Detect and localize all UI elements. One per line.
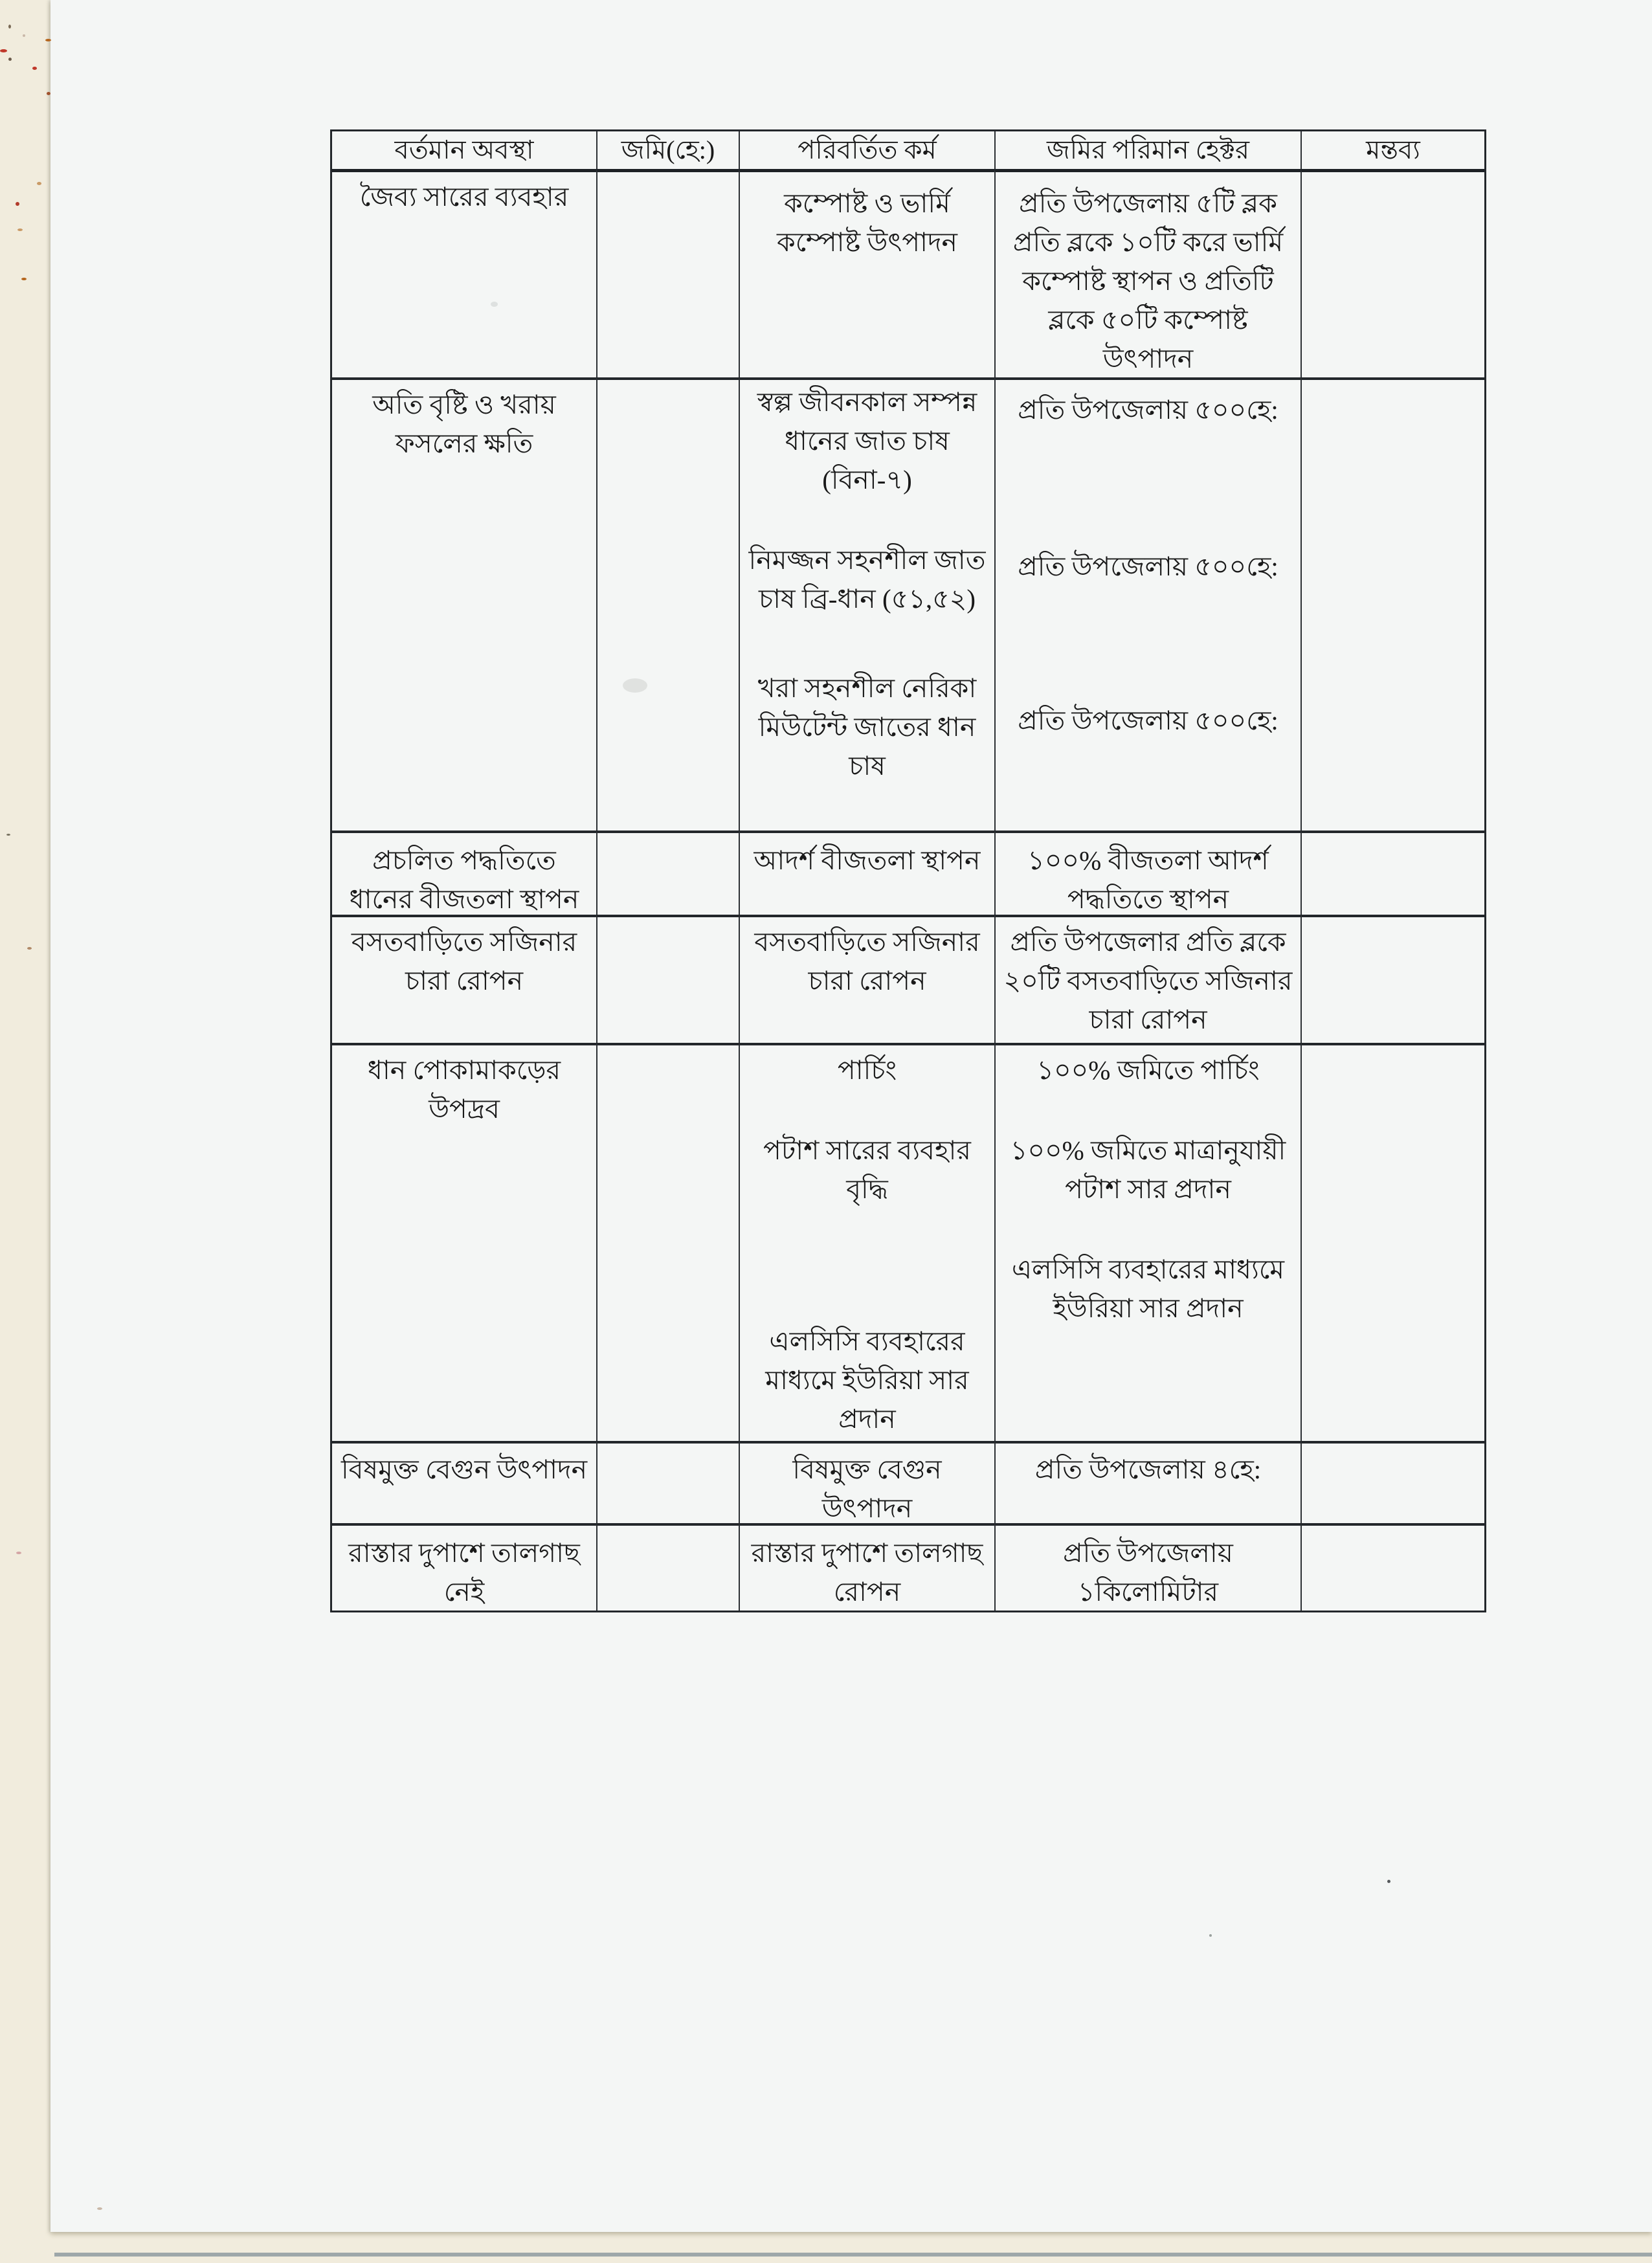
- cell-remarks: [1300, 831, 1484, 915]
- column-header-land-amount-hectare: জমির পরিমান হেক্টর: [994, 131, 1300, 169]
- cell-amount: [994, 377, 1300, 831]
- cell-paragraph: এলসিসি ব্যবহারের মাধ্যমে ইউরিয়া সার প্রদান: [765, 1326, 969, 1434]
- cell-paragraph: প্রতি উপজেলায় ৫০০হে:: [1018, 395, 1278, 425]
- cell-land: [596, 831, 739, 915]
- cell-paragraph: স্বল্প জীবনকাল সম্পন্ন ধানের জাত চাষ (বিনা-৭): [757, 387, 977, 495]
- cell-action: [739, 377, 994, 831]
- cell-action: [739, 915, 994, 1043]
- cell-paragraph: জৈব্য সারের ব্যবহার: [359, 182, 569, 212]
- page-bottom-edge-shadow: [54, 2253, 1652, 2257]
- cell-paragraph: বসতবাড়িতে সজিনার চারা রোপন: [754, 927, 980, 996]
- cell-action: [739, 169, 994, 377]
- cell-remarks: [1300, 377, 1484, 831]
- cell-amount: [994, 831, 1300, 915]
- scan-speck: [16, 1552, 21, 1554]
- cell-current-status: [332, 831, 596, 915]
- cell-paragraph: আদর্শ বীজতলা স্থাপন: [753, 845, 981, 875]
- cell-land: [596, 1441, 739, 1523]
- cell-amount: [994, 1441, 1300, 1523]
- cell-land: [596, 169, 739, 377]
- cell-remarks: [1300, 915, 1484, 1043]
- cell-remarks: [1300, 1441, 1484, 1523]
- scan-speck: [16, 202, 19, 206]
- scan-speck: [6, 834, 10, 836]
- cell-current-status: [332, 1043, 596, 1441]
- column-header-remarks: মন্তব্য: [1300, 131, 1484, 169]
- cell-paragraph: নিমজ্জন সহনশীল জাত চাষ ব্রি-ধান (৫১,৫২): [748, 545, 986, 614]
- scan-speck: [47, 92, 50, 95]
- scan-speck: [45, 39, 51, 41]
- scan-speck: [37, 182, 41, 185]
- cell-paragraph: প্রতি উপজেলায় ৫০০হে:: [1018, 706, 1278, 735]
- column-header-changed-action: পরিবর্তিত কর্ম: [739, 131, 994, 169]
- cell-paragraph: পার্চিং: [837, 1055, 897, 1085]
- scan-speck: [23, 34, 25, 37]
- cell-paragraph: কম্পোষ্ট ও ভার্মি কম্পোষ্ট উৎপাদন: [777, 188, 957, 257]
- scan-speck: [21, 278, 27, 280]
- cell-paragraph: প্রতি উপজেলায় ১কিলোমিটার: [1063, 1538, 1233, 1607]
- cell-amount: [994, 915, 1300, 1043]
- cell-action: [739, 1043, 994, 1441]
- scan-speck: [32, 67, 37, 70]
- cell-paragraph: এলসিসি ব্যবহারের মাধ্যমে ইউরিয়া সার প্রদান: [1011, 1254, 1285, 1323]
- cell-land: [596, 1043, 739, 1441]
- scan-speck: [1209, 1934, 1212, 1937]
- scan-speck: [8, 25, 11, 28]
- scan-speck: [97, 2207, 102, 2210]
- scan-speck: [17, 229, 23, 231]
- cell-current-status: [332, 169, 596, 377]
- cell-current-status: [332, 915, 596, 1043]
- cell-paragraph: প্রতি উপজেলায় ৫টি ব্লক প্রতি ব্লকে ১০টি করে ভার্মি কম্পোষ্ট স্থাপন ও প্রতিটি ব্লকে ৫০টি কম্পোষ্ট উৎপাদন: [1012, 188, 1284, 373]
- cell-paragraph: রাস্তার দুপাশে তালগাছ নেই: [348, 1538, 580, 1607]
- cell-amount: [994, 1043, 1300, 1441]
- cell-current-status: [332, 377, 596, 831]
- cell-amount: [994, 169, 1300, 377]
- column-header-land-ha: জমি(হে:): [596, 131, 739, 169]
- cell-action: [739, 1441, 994, 1523]
- scan-speck: [0, 49, 7, 52]
- cell-paragraph: ১০০% বীজতলা আদর্শ পদ্ধতিতে স্থাপন: [1027, 845, 1269, 914]
- cell-paragraph: রাস্তার দুপাশে তালগাছ রোপন: [751, 1538, 983, 1607]
- scan-speck: [8, 58, 12, 61]
- cell-paragraph: ১০০% জমিতে পার্চিং: [1036, 1055, 1260, 1085]
- cell-paragraph: ১০০% জমিতে মাত্রানুযায়ী পটাশ সার প্রদান: [1010, 1135, 1286, 1204]
- cell-land: [596, 377, 739, 831]
- cell-action: [739, 1523, 994, 1611]
- scan-speck: [27, 947, 32, 950]
- cell-paragraph: ধান পোকামাকড়ের উপদ্রব: [367, 1055, 561, 1124]
- column-header-current-status: বর্তমান অবস্থা: [394, 135, 534, 164]
- cell-remarks: [1300, 169, 1484, 377]
- plan-table: [330, 129, 1486, 1612]
- cell-paragraph: খরা সহনশীল নেরিকা মিউটেন্ট জাতের ধান চাষ: [757, 673, 977, 781]
- cell-paragraph: বিষমুক্ত বেগুন উৎপাদন: [792, 1455, 942, 1523]
- cell-action: [739, 831, 994, 915]
- cell-paragraph: প্রতি উপজেলার প্রতি ব্লকে ২০টি বসতবাড়িতে সজিনার চারা রোপন: [1003, 927, 1293, 1034]
- cell-current-status: [332, 1441, 596, 1523]
- scan-speck: [1387, 1880, 1390, 1883]
- cell-land: [596, 1523, 739, 1611]
- cell-paragraph: অতি বৃষ্টি ও খরায় ফসলের ক্ষতি: [372, 390, 556, 458]
- cell-remarks: [1300, 1523, 1484, 1611]
- cell-paragraph: বিষমুক্ত বেগুন উৎপাদন: [340, 1455, 588, 1484]
- cell-paragraph: প্রচলিত পদ্ধতিতে ধানের বীজতলা স্থাপন: [349, 845, 579, 914]
- cell-paragraph: প্রতি উপজেলায় ৪হে:: [1034, 1455, 1262, 1484]
- cell-paragraph: পটাশ সারের ব্যবহার বৃদ্ধি: [763, 1135, 971, 1204]
- cell-paragraph: প্রতি উপজেলায় ৫০০হে:: [1018, 552, 1278, 581]
- cell-land: [596, 915, 739, 1043]
- cell-paragraph: বসতবাড়িতে সজিনার চারা রোপন: [351, 927, 577, 996]
- cell-amount: [994, 1523, 1300, 1611]
- cell-remarks: [1300, 1043, 1484, 1441]
- cell-current-status: [332, 1523, 596, 1611]
